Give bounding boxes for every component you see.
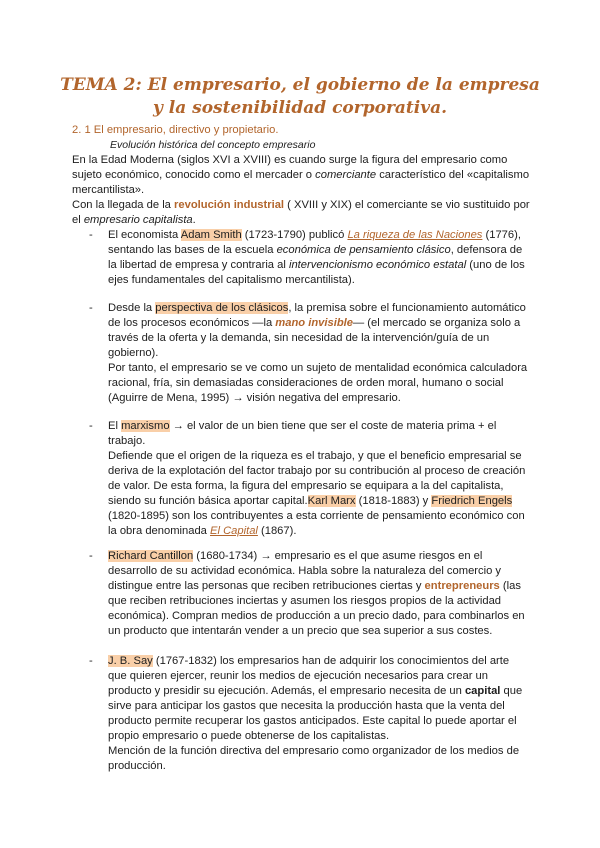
- bullet-marxismo: El marxismo → el valor de un bien tiene que ser el coste de materia prima + el trabajo. Defiende que el origen de la riqueza es el trabajo, y que el beneficio empresarial se deriva de la explotación del factor trabajo por su contribución al proceso de creación de valor. De esta forma, la figura del empresario se equipara a la del capitalista, siendo su función básica aportar capital.Karl Marx (1818-1883) y Friedrich Engels (1820-1895) son los contribuyentes a esta corriente de pensamiento económico con la obra denominada El Capital (1867).: [108, 420, 526, 537]
- highlight-jb-say: J. B. Say: [108, 655, 153, 667]
- bullet-cantillon: Richard Cantillon (1680-1734) → empresario es el que asume riesgos en el desarrollo de su actividad económica. Habla sobre la naturaleza del comercio y distingue entre las personas que reciben retribuciones ciertas y entrepreneurs (las que reciben retribuciones inciertas y asumen los riesgos propios de la actividad económica). Compran medios de producción a un precio dado, para combinarlos en un producto que intentarán vender a un precio que sea superior a sus costes.: [108, 550, 525, 637]
- bullet-adam-smith: El economista Adam Smith (1723-1790) publicó La riqueza de las Naciones (1776), sentando las bases de la escuela económica de pensamiento clásico, defensora de la libertad de empresa y contraria al intervencionismo económico estatal (uno de los ejes fundamentales del capitalismo mercantilista).: [108, 229, 525, 286]
- highlight-adam-smith: Adam Smith: [180, 229, 242, 241]
- highlight-marxismo: marxismo: [121, 420, 170, 432]
- book-riqueza-naciones: La riqueza de las Naciones: [347, 229, 483, 241]
- bullet-say: J. B. Say (1767-1832) los empresarios han de adquirir los conocimientos del arte que quieren ejercer, reunir los medios de ejecución necesarios para crear un producto y presidir su ejecución. Además, el empresario necesita de un capital que sirve para anticipar los gastos que necesita la producción hasta que la venta del producto permite recuperar los gastos anticipados. Este capital lo puede aportar el propio empresario o puede obtenerse de los capitalistas. Mención de la función directiva del empresario como organizador de los medios de producción.: [108, 655, 523, 772]
- bullet-dash: -: [89, 229, 93, 241]
- bullet-dash: -: [89, 655, 93, 667]
- highlight-richard-cantillon: Richard Cantillon: [108, 550, 194, 562]
- term-revolucion-industrial: revolución industrial: [174, 199, 285, 211]
- term-comerciante: comerciante: [315, 169, 377, 181]
- highlight-friedrich-engels: Friedrich Engels: [431, 495, 513, 507]
- highlight-perspectiva-clasicos: perspectiva de los clásicos: [155, 302, 289, 314]
- subsection-heading: Evolución histórica del concepto empresario: [110, 139, 316, 151]
- book-el-capital: El Capital: [210, 525, 258, 537]
- bullet-dash: -: [89, 550, 93, 562]
- bullet-dash: -: [89, 302, 93, 314]
- highlight-karl-marx: Karl Marx: [307, 495, 356, 507]
- page-title: TEMA 2: El empresario, el gobierno de la empresa y la sostenibilidad corporativa.: [60, 75, 540, 118]
- term-capital: capital: [464, 685, 501, 697]
- section-heading: 2. 1 El empresario, directivo y propietario.: [72, 124, 279, 136]
- bullet-clasicos: Desde la perspectiva de los clásicos, la premisa sobre el funcionamiento automático de los procesos económicos —la mano invisible— (el mercado se organiza solo a través de la oferta y la demanda, sin necesidad de la intervención/guía de un gobierno). Por tanto, el empresario se ve como un sujeto de mentalidad económica calculadora racional, fría, sin demasiadas consideraciones de orden moral, humano o social (Aguirre de Mena, 1995) → visión negativa del empresario.: [108, 302, 528, 404]
- term-entrepreneurs: entrepreneurs: [424, 580, 500, 592]
- term-empresario-capitalista: empresario capitalista: [83, 214, 193, 226]
- bullet-dash: -: [89, 420, 93, 432]
- paragraph-revolucion-industrial: Con la llegada de la revolución industrial ( XVIII y XIX) el comerciante se vio sustituido por el empresario capitalista.: [72, 199, 530, 226]
- term-mano-invisible: mano invisible: [275, 317, 353, 329]
- paragraph-edad-moderna: En la Edad Moderna (siglos XVI a XVIII) es cuando surge la figura del empresario como sujeto económico, conocido como el mercader o comerciante característico del «capitalismo mercantilista».: [72, 154, 530, 196]
